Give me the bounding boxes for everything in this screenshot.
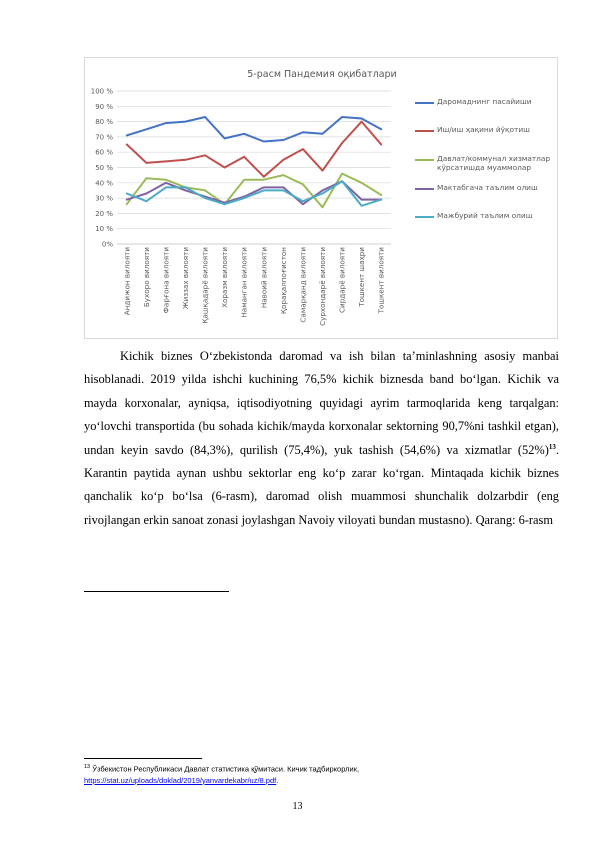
data-point: [185, 159, 187, 161]
legend-swatch: [415, 130, 434, 132]
data-point: [165, 122, 167, 124]
y-tick-label: 10 %: [95, 225, 113, 234]
data-point: [302, 203, 304, 205]
data-point: [204, 116, 206, 118]
data-point: [165, 160, 167, 162]
x-tick-label: Фарғона вилояти: [161, 247, 171, 314]
y-tick-label: 90 %: [95, 102, 113, 111]
chart-title: 5-расм Пандемия оқибатлари: [247, 69, 397, 80]
data-point: [145, 177, 147, 179]
data-point: [302, 131, 304, 133]
x-tick-label: Самарқанд вилояти: [298, 247, 308, 323]
data-point: [282, 159, 284, 161]
data-point: [243, 133, 245, 135]
data-point: [282, 174, 284, 176]
data-point: [263, 186, 265, 188]
data-point: [341, 173, 343, 175]
series-line: [127, 181, 381, 206]
paragraph: [84, 345, 559, 532]
footnote-number: 13: [84, 764, 91, 770]
legend-item: [415, 155, 555, 172]
footnote-reference[interactable]: 13: [548, 442, 556, 451]
legend-swatch: [415, 159, 434, 161]
chart-figure: [84, 57, 558, 339]
data-point: [380, 194, 382, 196]
series-line: [127, 122, 381, 177]
x-tick-label: Қашқадарё вилояти: [200, 247, 210, 324]
data-point: [263, 141, 265, 143]
y-tick-label: 70 %: [95, 133, 113, 142]
x-tick-label: Қорақалпоғистон: [278, 247, 288, 315]
y-tick-label: 80 %: [95, 118, 113, 127]
paragraph-text: Kichik biznes O‘zbekistonda daromad va ish bilan ta’minlashning asosiy manbai hisoblanadi. 2019 yilda ishchi kuchining 76,5% kichik biznesda band bo‘lgan. Kichik va mayda korxonalar, ayniqsa, iqtisodiyotning quyidagi ayrim tarmoqlarida keng tarqalgan: yo‘lovchi transportida (bu sohada kichik/mayda korxonalar sektorning 90,7%ni tashkil etgan), undan keyin savdo (84,3%), qurilish (75,4%), yuk tashish (54,6%) va xizmatlar (52%): [84, 349, 559, 457]
data-point: [322, 170, 324, 172]
data-point: [185, 190, 187, 192]
legend-label: Иш/иш ҳақини йўқотиш: [437, 125, 530, 134]
legend-label: Мажбурий таълим олиш: [437, 211, 533, 220]
y-tick-label: 60 %: [95, 148, 113, 157]
y-tick-label: 100 %: [90, 87, 113, 96]
data-point: [165, 182, 167, 184]
x-tick-label: Жиззах вилояти: [181, 247, 190, 310]
body-paragraph: [84, 345, 559, 532]
data-point: [224, 203, 226, 205]
data-point: [380, 128, 382, 130]
y-tick-label: 50 %: [95, 164, 113, 172]
data-point: [126, 144, 128, 146]
legend-item: [415, 126, 555, 135]
footnote: [84, 762, 559, 786]
data-point: [243, 179, 245, 181]
series-line: [127, 174, 381, 208]
y-tick-label: 40 %: [95, 179, 113, 188]
data-point: [380, 199, 382, 201]
y-tick-label: 30 %: [95, 194, 113, 203]
data-point: [282, 139, 284, 141]
data-point: [322, 193, 324, 195]
data-point: [361, 199, 363, 201]
data-point: [361, 182, 363, 184]
x-tick-label: Бухоро вилояти: [141, 247, 151, 308]
data-point: [322, 133, 324, 135]
x-tick-label: Тошкент вилояти: [376, 247, 386, 314]
data-point: [263, 176, 265, 178]
data-point: [380, 144, 382, 146]
data-point: [322, 206, 324, 208]
data-point: [224, 167, 226, 169]
data-point: [126, 193, 128, 195]
footnote-end: .: [276, 775, 279, 785]
data-point: [243, 197, 245, 199]
legend-item: [415, 212, 555, 221]
data-point: [341, 116, 343, 118]
data-point: [204, 197, 206, 199]
legend-swatch: [415, 188, 434, 190]
data-point: [126, 199, 128, 201]
data-point: [322, 190, 324, 192]
series-line: [127, 117, 381, 142]
data-point: [263, 190, 265, 192]
data-point: [341, 180, 343, 182]
legend-item: [415, 98, 555, 107]
footnote-text: Ўзбекистон Республикаси Давлат статистика қўмитаси. Кичик тадбиркорлик,: [90, 764, 360, 774]
x-tick-label: Сурхондарё вилояти: [318, 247, 327, 326]
x-tick-label: Хоразм вилояти: [220, 247, 230, 308]
data-point: [145, 162, 147, 164]
legend-swatch: [415, 102, 434, 104]
data-point: [145, 200, 147, 202]
legend-swatch: [415, 216, 434, 218]
data-point: [165, 179, 167, 181]
data-point: [204, 154, 206, 156]
data-point: [282, 186, 284, 188]
data-point: [126, 203, 128, 205]
y-tick-label: 0%: [101, 240, 113, 249]
data-point: [126, 134, 128, 136]
data-point: [185, 121, 187, 123]
data-point: [204, 190, 206, 192]
x-tick-label: Андижон вилояти: [122, 247, 132, 316]
y-tick-label: 20 %: [95, 209, 113, 218]
x-tick-label: Сирдарё вилояти: [337, 247, 347, 313]
data-point: [145, 128, 147, 130]
series-line: [127, 181, 381, 204]
footnote-link[interactable]: https://stat.uz/uploads/doklad/2019/yanvardekabr/uz/8.pdf: [84, 775, 277, 785]
x-tick-label: Наманган вилояти: [239, 247, 249, 318]
data-point: [282, 190, 284, 192]
data-point: [302, 200, 304, 202]
data-point: [361, 205, 363, 207]
x-tick-label: Навоий вилояти: [259, 247, 269, 309]
data-point: [243, 156, 245, 158]
legend-label: Мактабгача таълим олиш: [437, 183, 538, 192]
data-point: [224, 138, 226, 140]
data-point: [361, 118, 363, 120]
legend-label: Даромаднинг пасайиши: [437, 97, 532, 106]
data-point: [302, 148, 304, 150]
legend-item: [415, 184, 555, 193]
page-number: 13: [292, 801, 303, 812]
legend-label: Давлат/коммунал хизматлар кўрсатишда муаммолар: [437, 154, 551, 172]
data-point: [165, 186, 167, 188]
data-point: [361, 121, 363, 123]
data-point: [145, 193, 147, 195]
data-point: [185, 186, 187, 188]
footnote-separator: [84, 591, 229, 592]
data-point: [302, 183, 304, 185]
data-point: [263, 179, 265, 181]
footnote-separator: [84, 758, 202, 759]
x-tick-label: Тошкент шаҳри: [357, 247, 367, 307]
paragraph-text: . Karantin paytida aynan ushbu sektorlar eng ko‘p zarar ko‘rgan. Mintaqada kichik biznes qanchalik ko‘p bo‘lsa (6-rasm), daromad olish muammosi shunchalik dolzarbdir (eng rivojlangan erkin sanoat zonasi joylashgan Navoiy viloyati bundan mustasno). Qarang: 6-rasm: [84, 442, 559, 527]
data-point: [341, 142, 343, 144]
